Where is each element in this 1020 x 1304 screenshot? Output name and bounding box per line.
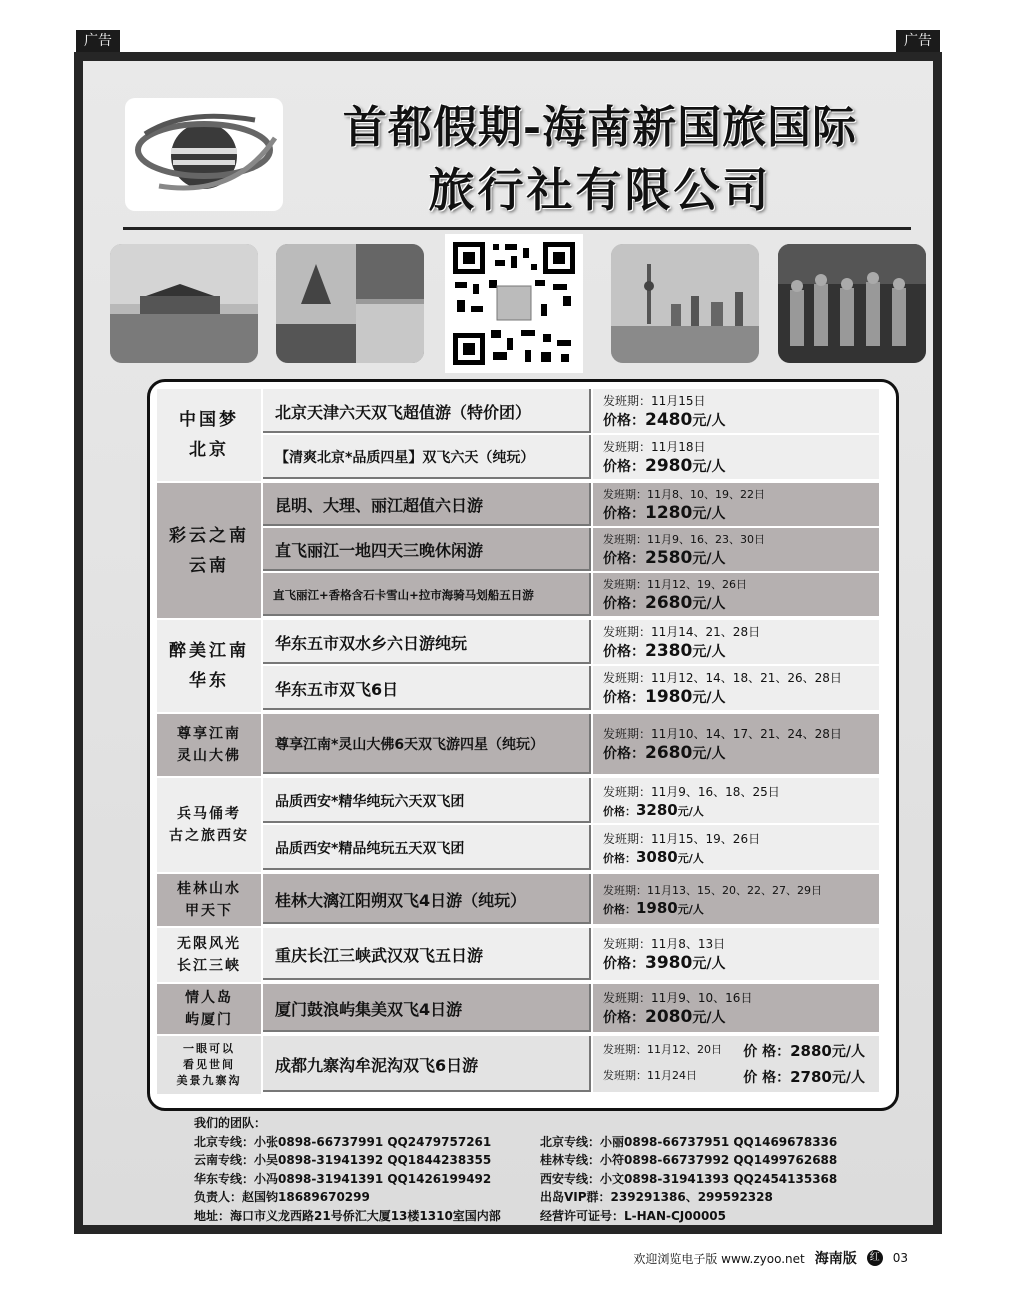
contact-block <box>194 1114 894 1225</box>
contact-line <box>194 1133 894 1152</box>
route-title: 直飞丽江一地四天三晚休闲游 <box>263 528 591 571</box>
contact-entry: 华东专线：小冯0898-31941391 QQ1426199492 <box>194 1171 492 1186</box>
qr-code <box>445 234 583 373</box>
route-title: 重庆长江三峡武汉双飞五日游 <box>263 928 591 980</box>
route-price: 价格：2580元/人 <box>603 548 726 568</box>
route-info <box>593 666 879 710</box>
tour-category-line: 云南 <box>189 555 229 576</box>
tour-category <box>157 928 261 982</box>
contact-entry: 负责人：赵国钧18689670299 <box>194 1190 370 1204</box>
route-info <box>593 528 879 571</box>
route-dates: 发班期：11月9、10、16日 <box>603 991 753 1005</box>
tour-category <box>157 389 261 481</box>
route-price: 价格：2080元/人 <box>603 1007 726 1027</box>
route-dates: 发班期：11月24日 <box>603 1069 697 1082</box>
route-departure-row <box>603 1041 879 1061</box>
route-info <box>593 389 879 433</box>
tour-group <box>157 984 879 1034</box>
tour-category-line: 屿厦门 <box>185 1012 233 1028</box>
ad-frame <box>74 52 942 1234</box>
tour-category <box>157 1036 261 1094</box>
route-dates: 发班期：11月9、16、18、25日 <box>603 784 780 799</box>
tour-category-line: 华东 <box>189 671 229 691</box>
company-title-line2: 旅行社有限公司 <box>428 163 772 217</box>
route-price: 价 格：2780元/人 <box>743 1068 865 1086</box>
tour-category-line: 彩云之南 <box>169 525 249 546</box>
tour-group <box>157 778 879 872</box>
tour-group <box>157 483 879 618</box>
tour-category-line: 醉美江南 <box>169 641 249 661</box>
route-dates: 发班期：11月15日 <box>603 394 706 408</box>
route-title: 尊享江南*灵山大佛6天双飞游四星（纯玩） <box>263 714 591 774</box>
company-logo <box>125 98 283 211</box>
route-title: 厦门鼓浪屿集美双飞4日游 <box>263 984 591 1032</box>
tour-category-line: 一眼可以 <box>183 1042 235 1055</box>
tour-category <box>157 714 261 776</box>
route-title: 成都九寨沟牟泥沟双飞6日游 <box>263 1036 591 1092</box>
route-price: 价格：1980元/人 <box>603 898 704 917</box>
photo-terracotta-warriors <box>778 244 926 363</box>
tour-category-line: 北京 <box>189 440 229 460</box>
tour-category-line: 桂林山水 <box>177 881 241 897</box>
tour-category-line: 灵山大佛 <box>177 748 241 764</box>
footer-edition: 海南版 <box>814 1251 857 1267</box>
route-price: 价格：2680元/人 <box>603 593 726 613</box>
route-info <box>593 573 879 616</box>
route-title: 华东五市双水乡六日游纯玩 <box>263 620 591 664</box>
tour-category-line: 中国梦 <box>179 410 239 430</box>
contact-heading: 我们的团队： <box>194 1116 267 1130</box>
route-price: 价格：1280元/人 <box>603 503 726 523</box>
footer-badge: 红 <box>867 1250 883 1266</box>
route-info <box>593 778 879 823</box>
route-dates: 发班期：11月13、15、20、22、27、29日 <box>603 883 822 897</box>
company-title-line1: 首都假期-海南新国旅国际 <box>342 102 858 153</box>
contact-line <box>194 1151 894 1170</box>
route-info <box>593 874 879 924</box>
route-info <box>593 714 879 774</box>
route-dates: 发班期：11月18日 <box>603 440 706 454</box>
contact-entry: 经营许可证号：L-HAN-CJ00005 <box>540 1208 727 1223</box>
route-title: 品质西安*精品纯玩五天双飞团 <box>263 825 591 870</box>
route-price: 价格：2680元/人 <box>603 743 726 763</box>
route-dates: 发班期：11月12、19、26日 <box>603 578 747 591</box>
contact-line <box>194 1188 894 1207</box>
route-departure-row <box>603 1067 879 1087</box>
contact-entry: 地址：海口市义龙西路21号侨汇大厦13楼1310室国内部 <box>194 1208 501 1223</box>
photo-tiananmen <box>110 244 258 363</box>
tour-category-line: 无限风光 <box>177 936 241 952</box>
route-info <box>593 620 879 664</box>
footer-welcome: 欢迎浏览电子版 www.zyoo.net <box>633 1251 805 1266</box>
ad-label-left: 广告 <box>76 30 120 52</box>
route-price: 价 格：2880元/人 <box>743 1042 865 1060</box>
tour-category <box>157 620 261 712</box>
route-title: 【清爽北京*品质四星】双飞六天（纯玩） <box>263 435 591 479</box>
contact-line <box>194 1170 894 1189</box>
contact-entry: 北京专线：小张0898-66737991 QQ2479757261 <box>194 1134 492 1149</box>
route-title: 桂林大漓江阳朔双飞4日游（纯玩） <box>263 874 591 924</box>
tour-category <box>157 874 261 926</box>
contact-line <box>194 1207 894 1226</box>
route-dates: 发班期：11月12、20日 <box>603 1043 722 1056</box>
route-info <box>593 825 879 870</box>
route-dates: 发班期：11月8、13日 <box>603 937 726 951</box>
tour-category-line: 情人岛 <box>185 990 233 1006</box>
tour-category-line: 长江三峡 <box>177 958 241 974</box>
route-info <box>593 928 879 980</box>
route-info <box>593 435 879 479</box>
tour-category-line: 美景九寨沟 <box>176 1074 242 1087</box>
route-info <box>593 483 879 526</box>
tour-category-line: 甲天下 <box>185 903 233 919</box>
route-dates: 发班期：11月8、10、19、22日 <box>603 488 765 501</box>
photo-pagoda-collage <box>276 244 424 363</box>
route-price: 价格：1980元/人 <box>603 687 726 707</box>
route-price: 价格：3280元/人 <box>603 800 704 819</box>
tour-group <box>157 620 879 712</box>
contact-entry: 北京专线：小丽0898-66737951 QQ1469678336 <box>540 1134 838 1149</box>
contact-entry: 出岛VIP群：239291386、299592328 <box>540 1190 773 1204</box>
tour-group <box>157 1036 879 1094</box>
route-dates: 发班期：11月10、14、17、21、24、28日 <box>603 727 842 741</box>
route-title: 直飞丽江+香格含石卡雪山+拉市海骑马划船五日游 <box>263 573 591 616</box>
route-title: 昆明、大理、丽江超值六日游 <box>263 483 591 526</box>
route-info <box>593 984 879 1032</box>
tour-category-line: 古之旅西安 <box>169 828 249 844</box>
route-title: 北京天津六天双飞超值游（特价团） <box>263 389 591 433</box>
route-dates: 发班期：11月9、16、23、30日 <box>603 533 765 546</box>
tour-table <box>147 379 899 1111</box>
tour-group <box>157 389 879 481</box>
route-info <box>593 1036 879 1092</box>
route-dates: 发班期：11月12、14、18、21、26、28日 <box>603 671 842 685</box>
tour-category-line: 尊享江南 <box>177 726 241 742</box>
route-dates: 发班期：11月15、19、26日 <box>603 831 761 846</box>
route-price: 价格：2980元/人 <box>603 456 726 476</box>
tour-group <box>157 714 879 776</box>
divider <box>123 227 911 230</box>
tour-category <box>157 984 261 1034</box>
photo-shanghai-skyline <box>611 244 759 363</box>
route-price: 价格：2480元/人 <box>603 410 726 430</box>
page-footer <box>633 1248 908 1268</box>
tour-category-line: 看见世间 <box>183 1058 235 1071</box>
tour-category <box>157 778 261 872</box>
route-price: 价格：3080元/人 <box>603 847 704 866</box>
route-price: 价格：2380元/人 <box>603 641 726 661</box>
ad-label-right: 广告 <box>896 30 940 52</box>
route-price: 价格：3980元/人 <box>603 953 726 973</box>
route-dates: 发班期：11月14、21、28日 <box>603 625 761 639</box>
contact-entry: 西安专线：小文0898-31941393 QQ2454135368 <box>540 1171 838 1186</box>
route-title: 华东五市双飞6日 <box>263 666 591 710</box>
contact-entry: 桂林专线：小符0898-66737992 QQ1499762688 <box>540 1153 838 1167</box>
tour-group <box>157 874 879 926</box>
tour-group <box>157 928 879 982</box>
tour-category <box>157 483 261 618</box>
tour-category-line: 兵马俑考 <box>177 806 241 822</box>
contact-entry: 云南专线：小吴0898-31941392 QQ1844238355 <box>194 1153 492 1167</box>
route-title: 品质西安*精华纯玩六天双飞团 <box>263 778 591 823</box>
footer-page-number: 03 <box>892 1251 908 1265</box>
